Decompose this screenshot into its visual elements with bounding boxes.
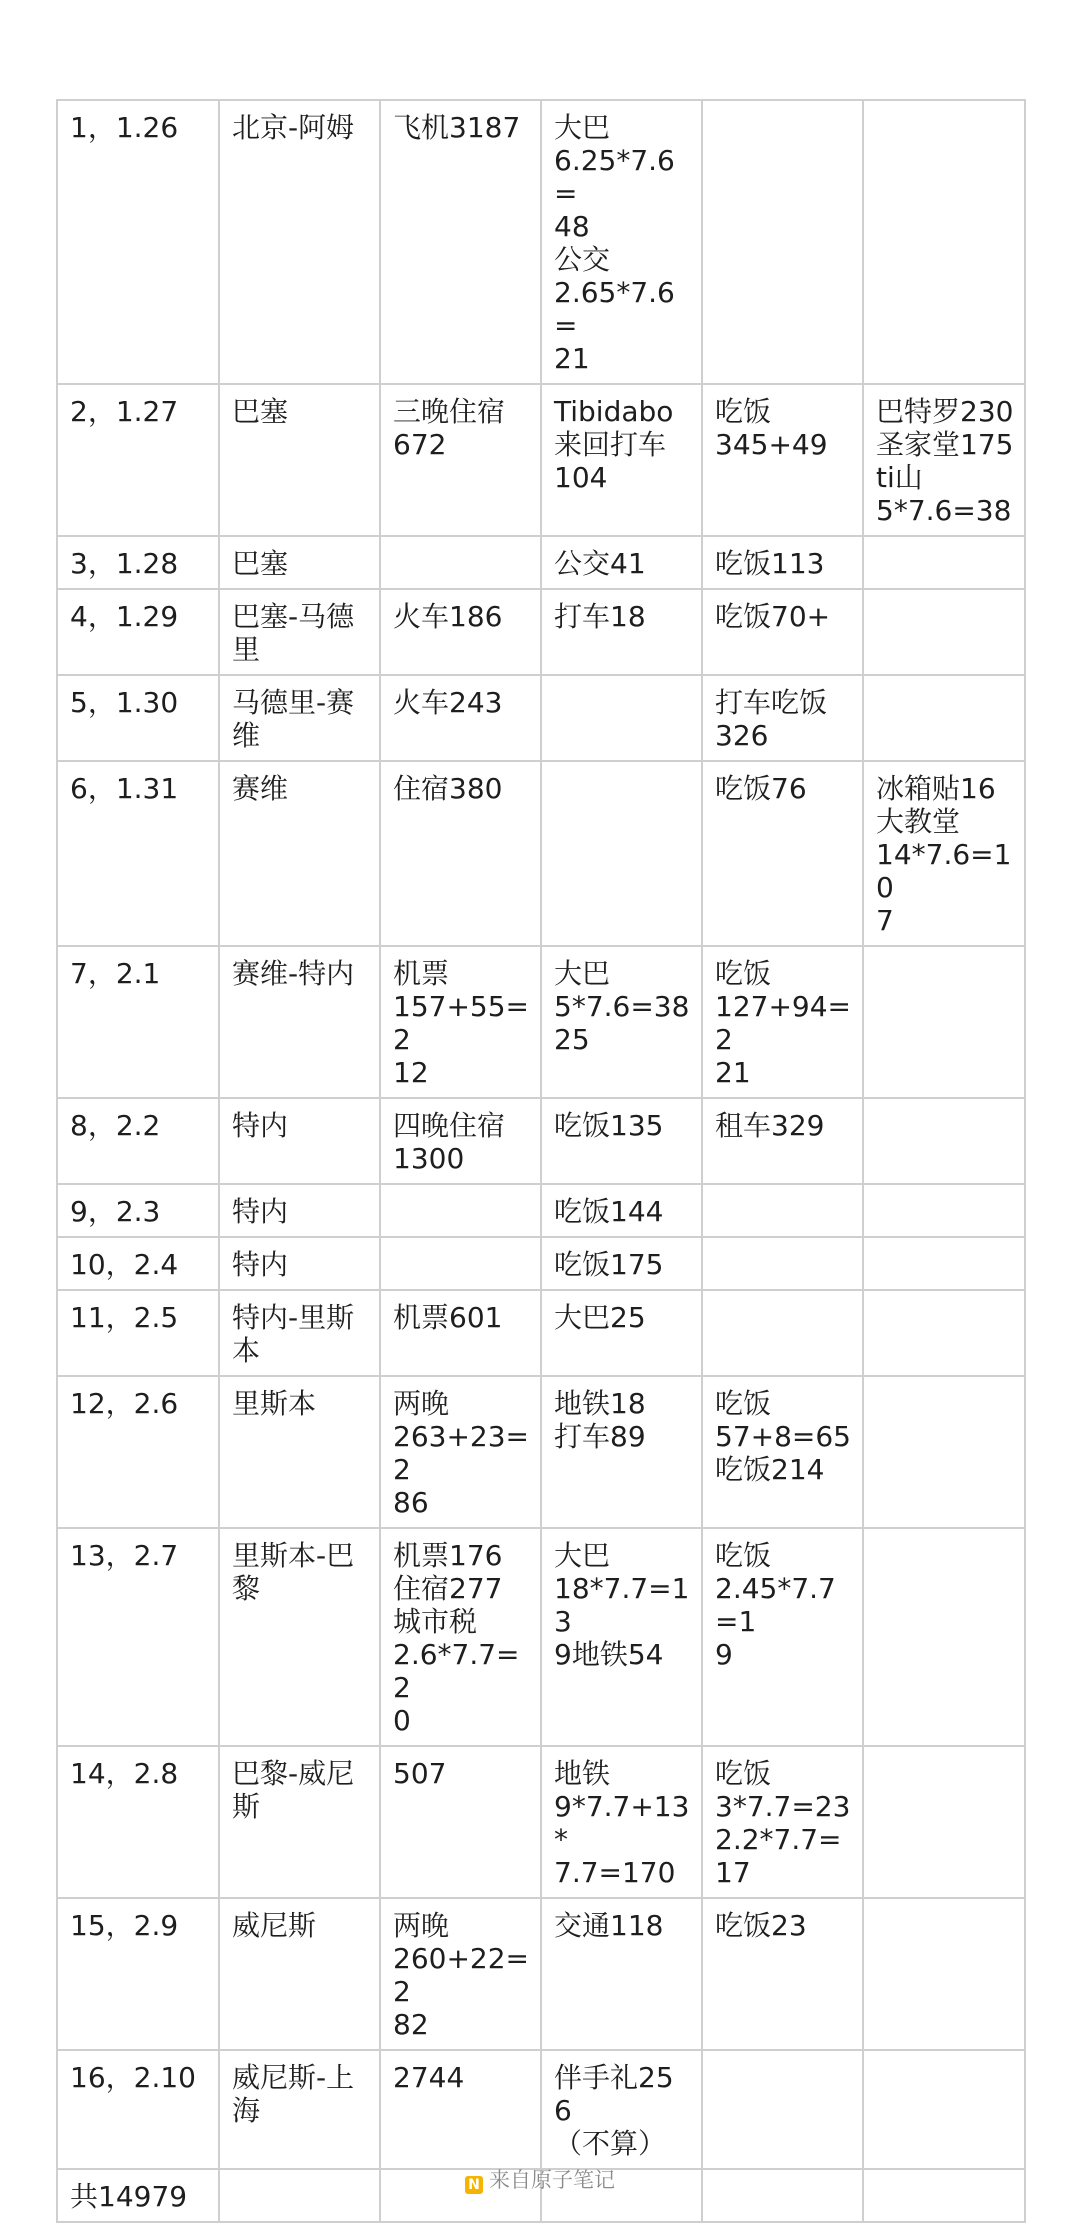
table-cell [863,589,1025,675]
table-cell: 住宿380 [380,761,541,946]
table-cell [702,1237,863,1290]
table-cell [863,2050,1025,2169]
table-cell [863,946,1025,1098]
table-cell: 10，2.4 [57,1237,219,1290]
table-row [57,1376,1025,1528]
table-cell: 15，2.9 [57,1898,219,2050]
table-cell [702,2050,863,2169]
table-cell: 威尼斯-上 海 [219,2050,380,2169]
table-cell: 8，2.2 [57,1098,219,1184]
table-cell: 马德里-赛 维 [219,675,380,761]
table-cell [702,1290,863,1376]
table-cell: 赛维 [219,761,380,946]
table-cell: 2，1.27 [57,384,219,536]
table-cell: 飞机3187 [380,100,541,384]
table-cell: 吃饭 57+8=65 吃饭214 [702,1376,863,1528]
table-cell: 4，1.29 [57,589,219,675]
table-cell: 交通118 [541,1898,702,2050]
app-logo-icon: N [465,2176,483,2194]
table-row [57,2050,1025,2169]
table-cell: 威尼斯 [219,1898,380,2050]
table-cell: 吃饭 345+49 [702,384,863,536]
table-cell: 1，1.26 [57,100,219,384]
table-cell: 9，2.3 [57,1184,219,1237]
table-cell: 吃饭113 [702,536,863,589]
table-cell: 吃饭76 [702,761,863,946]
table-cell: 两晚 263+23=2 86 [380,1376,541,1528]
table-cell: 共14979 [57,2169,219,2222]
table-row [57,761,1025,946]
table-cell [863,1746,1025,1898]
table-cell [863,100,1025,384]
table-cell: 特内-里斯 本 [219,1290,380,1376]
table-cell [541,675,702,761]
expense-table [56,99,1026,2223]
table-cell: 地铁18 打车89 [541,1376,702,1528]
table-cell [863,1528,1025,1746]
table-row [57,1528,1025,1746]
table-cell: 13，2.7 [57,1528,219,1746]
table-cell: 2744 [380,2050,541,2169]
table-cell [863,1290,1025,1376]
table-cell: 12，2.6 [57,1376,219,1528]
table-cell: 507 [380,1746,541,1898]
table-cell [863,536,1025,589]
table-cell: 14，2.8 [57,1746,219,1898]
table-cell: 火车243 [380,675,541,761]
table-cell: 打车18 [541,589,702,675]
expense-sheet [56,99,1024,2223]
table-cell: 巴塞 [219,536,380,589]
table-row [57,1898,1025,2050]
table-cell: 3，1.28 [57,536,219,589]
table-cell: 大巴 18*7.7=13 9地铁54 [541,1528,702,1746]
table-row [57,675,1025,761]
table-cell: 巴特罗230 圣家堂175 ti山 5*7.6=38 [863,384,1025,536]
table-cell: 大巴 6.25*7.6= 48 公交 2.65*7.6= 21 [541,100,702,384]
table-cell: 11，2.5 [57,1290,219,1376]
table-cell: 北京-阿姆 [219,100,380,384]
table-cell: 里斯本 [219,1376,380,1528]
table-cell: 机票176 住宿277 城市税 2.6*7.7=2 0 [380,1528,541,1746]
table-cell: 特内 [219,1237,380,1290]
footer-source-text: 来自原子笔记 [489,2168,615,2192]
table-cell: 吃饭144 [541,1184,702,1237]
table-cell [863,1376,1025,1528]
table-cell: 租车329 [702,1098,863,1184]
table-cell [702,1184,863,1237]
table-cell: 大巴25 [541,1290,702,1376]
table-cell [380,1237,541,1290]
table-cell: 吃饭23 [702,1898,863,2050]
table-cell: 吃饭 127+94=2 21 [702,946,863,1098]
table-cell: 公交41 [541,536,702,589]
table-cell: 16，2.10 [57,2050,219,2169]
table-cell: 吃饭70+ [702,589,863,675]
table-cell: 特内 [219,1184,380,1237]
table-cell [380,1184,541,1237]
table-cell: 两晚 260+22=2 82 [380,1898,541,2050]
table-cell: 冰箱贴16 大教堂 14*7.6=10 7 [863,761,1025,946]
table-cell: 吃饭175 [541,1237,702,1290]
table-cell: 地铁 9*7.7+13* 7.7=170 [541,1746,702,1898]
table-cell: 6，1.31 [57,761,219,946]
table-row [57,384,1025,536]
table-cell: 巴塞 [219,384,380,536]
table-cell: 巴塞-马德 里 [219,589,380,675]
table-row [57,946,1025,1098]
table-cell: 巴黎-威尼 斯 [219,1746,380,1898]
table-cell [702,100,863,384]
table-body [57,100,1025,2222]
table-cell: 7，2.1 [57,946,219,1098]
table-cell: Tibidabo 来回打车 104 [541,384,702,536]
table-cell [863,1098,1025,1184]
table-cell [863,1184,1025,1237]
table-cell: 大巴 5*7.6=38 25 [541,946,702,1098]
table-cell: 四晚住宿 1300 [380,1098,541,1184]
table-cell [863,1237,1025,1290]
footer [0,2164,1080,2194]
table-cell: 5，1.30 [57,675,219,761]
table-row [57,1746,1025,1898]
table-cell: 赛维-特内 [219,946,380,1098]
table-row [57,536,1025,589]
table-cell: 吃饭 2.45*7.7=1 9 [702,1528,863,1746]
table-cell: 里斯本-巴 黎 [219,1528,380,1746]
table-cell: 火车186 [380,589,541,675]
table-cell: 特内 [219,1098,380,1184]
table-cell [541,761,702,946]
table-cell: 吃饭135 [541,1098,702,1184]
table-cell: 伴手礼256 （不算） [541,2050,702,2169]
table-cell [863,675,1025,761]
table-cell: 机票601 [380,1290,541,1376]
table-row [57,1098,1025,1184]
table-row [57,1290,1025,1376]
table-row [57,100,1025,384]
table-row [57,1184,1025,1237]
table-row [57,589,1025,675]
table-cell: 吃饭 3*7.7=23 2.2*7.7=17 [702,1746,863,1898]
table-cell: 三晚住宿 672 [380,384,541,536]
table-cell: 机票 157+55=2 12 [380,946,541,1098]
table-cell [863,1898,1025,2050]
table-cell [380,536,541,589]
table-row [57,1237,1025,1290]
table-cell: 打车吃饭 326 [702,675,863,761]
